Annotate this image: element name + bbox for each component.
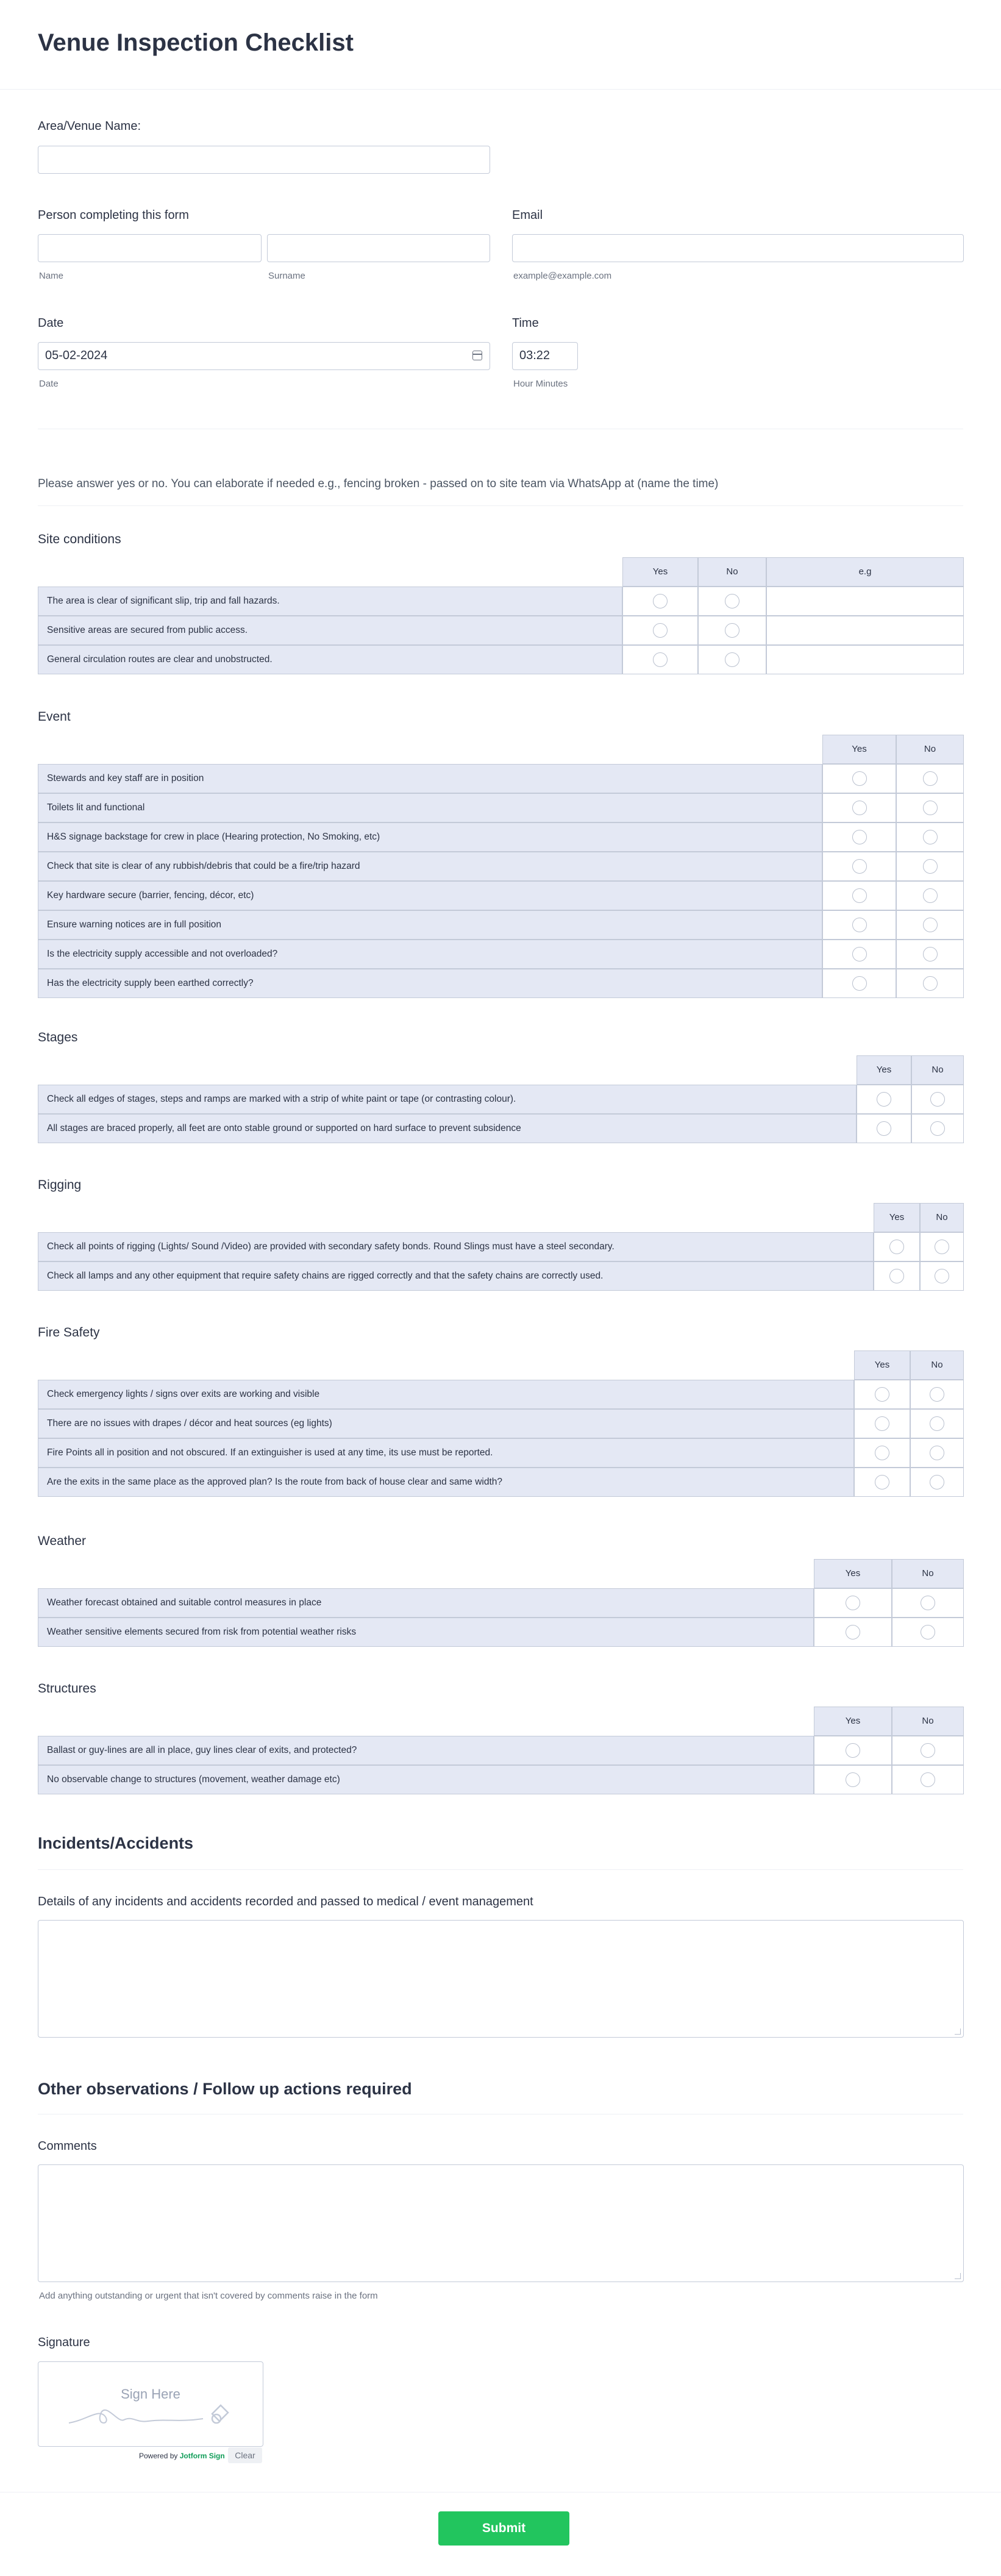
date-sublabel: Date xyxy=(39,379,59,389)
answer-cell xyxy=(910,1409,964,1438)
event-section-title: Event xyxy=(38,710,71,724)
answer-cell xyxy=(874,1261,920,1291)
answer-cell xyxy=(822,793,896,822)
time-value: 03:22 xyxy=(519,349,550,362)
no-radio[interactable] xyxy=(923,859,938,874)
answer-cell xyxy=(814,1736,892,1765)
incidents-textarea[interactable] xyxy=(38,1920,964,2038)
row-label: Is the electricity supply accessible and not overloaded? xyxy=(38,940,822,969)
stages-section-title: Stages xyxy=(38,1030,78,1044)
no-radio[interactable] xyxy=(923,888,938,903)
yes-radio[interactable] xyxy=(852,801,867,815)
answer-cell xyxy=(622,616,698,645)
yes-radio[interactable] xyxy=(852,976,867,991)
area-input[interactable] xyxy=(38,146,490,174)
yes-radio[interactable] xyxy=(846,1743,860,1758)
row-label: Fire Points all in position and not obscured. If an extinguisher is used at any time, its use must be reported. xyxy=(38,1438,854,1468)
answer-cell xyxy=(822,764,896,793)
answer-cell xyxy=(698,616,766,645)
answer-cell xyxy=(920,1261,964,1291)
column-header: Yes xyxy=(854,1350,910,1380)
answer-cell xyxy=(892,1736,964,1765)
observations-heading: Other observations / Follow up actions required xyxy=(38,2080,412,2098)
incidents-details-label: Details of any incidents and accidents recorded and passed to medical / event management xyxy=(38,1895,533,1908)
divider xyxy=(0,89,1001,90)
column-header: No xyxy=(920,1203,964,1232)
time-input[interactable] xyxy=(512,342,578,370)
answer-cell xyxy=(814,1618,892,1647)
answer-cell xyxy=(910,1468,964,1497)
answer-cell xyxy=(896,969,964,998)
answer-cell xyxy=(920,1232,964,1261)
no-radio[interactable] xyxy=(935,1269,949,1283)
yes-radio[interactable] xyxy=(875,1475,889,1490)
yes-radio[interactable] xyxy=(877,1121,891,1136)
answer-cell xyxy=(874,1232,920,1261)
column-header: No xyxy=(911,1055,964,1085)
no-radio[interactable] xyxy=(923,918,938,932)
answer-cell xyxy=(814,1765,892,1794)
no-radio[interactable] xyxy=(930,1092,945,1107)
answer-cell xyxy=(854,1438,910,1468)
no-radio[interactable] xyxy=(930,1475,944,1490)
yes-radio[interactable] xyxy=(852,771,867,786)
instructions-text: Please answer yes or no. You can elaborate if needed e.g., fencing broken - passed on to site team via WhatsApp at (name the time) xyxy=(38,477,719,490)
example-text-cell[interactable] xyxy=(766,616,964,645)
comments-label: Comments xyxy=(38,2139,97,2153)
answer-cell xyxy=(896,764,964,793)
no-radio[interactable] xyxy=(923,976,938,991)
answer-cell xyxy=(854,1380,910,1409)
divider xyxy=(38,505,963,506)
weather-section-title: Weather xyxy=(38,1534,86,1548)
answer-cell xyxy=(910,1438,964,1468)
time-sublabel: Hour Minutes xyxy=(513,379,568,389)
row-label: Weather forecast obtained and suitable control measures in place xyxy=(38,1588,814,1618)
incidents-heading: Incidents/Accidents xyxy=(38,1834,194,1852)
column-header: Yes xyxy=(814,1559,892,1588)
powered-by-text: Powered by Jotform Sign xyxy=(139,2452,225,2460)
answer-cell xyxy=(892,1765,964,1794)
area-label: Area/Venue Name: xyxy=(38,120,141,133)
yes-radio[interactable] xyxy=(877,1092,891,1107)
answer-cell xyxy=(822,969,896,998)
row-label: Stewards and key staff are in position xyxy=(38,764,822,793)
row-label: Check that site is clear of any rubbish/debris that could be a fire/trip hazard xyxy=(38,852,822,881)
email-label: Email xyxy=(512,209,543,222)
date-input[interactable] xyxy=(38,342,490,370)
last-name-input[interactable] xyxy=(267,234,490,262)
row-label: No observable change to structures (movement, weather damage etc) xyxy=(38,1765,814,1794)
answer-cell xyxy=(854,1409,910,1438)
first-name-sublabel: Name xyxy=(39,271,64,281)
column-header: No xyxy=(896,735,964,764)
answer-cell xyxy=(857,1114,911,1143)
event-matrix xyxy=(38,735,964,998)
answer-cell xyxy=(822,940,896,969)
column-header: No xyxy=(892,1559,964,1588)
answer-cell xyxy=(857,1085,911,1114)
no-radio[interactable] xyxy=(923,771,938,786)
no-radio[interactable] xyxy=(921,1596,935,1610)
answer-cell xyxy=(822,822,896,852)
column-header: No xyxy=(698,557,766,587)
structures-section-title: Structures xyxy=(38,1682,96,1696)
answer-cell xyxy=(698,645,766,674)
signature-pad[interactable] xyxy=(38,2361,263,2447)
row-label: General circulation routes are clear and unobstructed. xyxy=(38,645,622,674)
answer-cell xyxy=(896,793,964,822)
no-radio[interactable] xyxy=(725,623,739,638)
yes-radio[interactable] xyxy=(852,947,867,962)
row-label: Key hardware secure (barrier, fencing, décor, etc) xyxy=(38,881,822,910)
divider xyxy=(38,1869,963,1870)
no-radio[interactable] xyxy=(923,830,938,844)
no-radio[interactable] xyxy=(921,1625,935,1639)
row-label: Ensure warning notices are in full position xyxy=(38,910,822,940)
row-label: Check all lamps and any other equipment that require safety chains are rigged correctly and that the safety chains are correctly used. xyxy=(38,1261,874,1291)
row-label: Check emergency lights / signs over exits are working and visible xyxy=(38,1380,854,1409)
answer-cell xyxy=(822,881,896,910)
column-header: No xyxy=(910,1350,964,1380)
row-label: All stages are braced properly, all feet are onto stable ground or supported on hard surface to prevent subsidence xyxy=(38,1114,857,1143)
example-text-cell[interactable] xyxy=(766,645,964,674)
last-name-sublabel: Surname xyxy=(268,271,305,281)
answer-cell xyxy=(892,1618,964,1647)
answer-cell xyxy=(896,940,964,969)
no-radio[interactable] xyxy=(930,1387,944,1402)
answer-cell xyxy=(896,910,964,940)
yes-radio[interactable] xyxy=(653,652,668,667)
column-header: Yes xyxy=(814,1707,892,1736)
column-header: Yes xyxy=(857,1055,911,1085)
yes-radio[interactable] xyxy=(875,1416,889,1431)
answer-cell xyxy=(822,852,896,881)
no-radio[interactable] xyxy=(930,1416,944,1431)
example-text-cell[interactable] xyxy=(766,587,964,616)
yes-radio[interactable] xyxy=(852,830,867,844)
column-header: Yes xyxy=(874,1203,920,1232)
answer-cell xyxy=(911,1114,964,1143)
answer-cell xyxy=(854,1468,910,1497)
answer-cell xyxy=(622,587,698,616)
answer-cell xyxy=(892,1588,964,1618)
resize-grip-icon[interactable] xyxy=(955,2273,961,2279)
comments-textarea[interactable] xyxy=(38,2164,964,2282)
answer-cell xyxy=(896,881,964,910)
email-sublabel: example@example.com xyxy=(513,271,612,281)
form-title: Venue Inspection Checklist xyxy=(38,29,354,56)
time-label: Time xyxy=(512,316,539,330)
no-radio[interactable] xyxy=(930,1446,944,1460)
site-matrix xyxy=(38,557,964,674)
answer-cell xyxy=(698,587,766,616)
row-label: Are the exits in the same place as the approved plan? Is the route from back of house clear and same width? xyxy=(38,1468,854,1497)
person-label: Person completing this form xyxy=(38,209,189,222)
no-radio[interactable] xyxy=(921,1772,935,1787)
row-label: Check all points of rigging (Lights/ Sound /Video) are provided with secondary safety bonds. Round Slings must have a steel secondary. xyxy=(38,1232,874,1261)
yes-radio[interactable] xyxy=(889,1240,904,1254)
yes-radio[interactable] xyxy=(875,1446,889,1460)
row-label: H&S signage backstage for crew in place (Hearing protection, No Smoking, etc) xyxy=(38,822,822,852)
site-section-title: Site conditions xyxy=(38,532,121,546)
yes-radio[interactable] xyxy=(852,859,867,874)
no-radio[interactable] xyxy=(923,801,938,815)
submit-button[interactable]: Submit xyxy=(438,2511,569,2546)
column-header: Yes xyxy=(822,735,896,764)
clear-signature-button[interactable]: Clear xyxy=(228,2447,262,2463)
answer-cell xyxy=(911,1085,964,1114)
email-input[interactable] xyxy=(512,234,964,262)
weather-matrix xyxy=(38,1559,964,1647)
no-radio[interactable] xyxy=(725,652,739,667)
yes-radio[interactable] xyxy=(889,1269,904,1283)
no-radio[interactable] xyxy=(930,1121,945,1136)
signature-placeholder: Sign Here xyxy=(121,2386,180,2402)
yes-radio[interactable] xyxy=(653,594,668,608)
calendar-icon[interactable] xyxy=(472,351,482,360)
answer-cell xyxy=(814,1588,892,1618)
no-radio[interactable] xyxy=(923,947,938,962)
column-header: e.g xyxy=(766,557,964,587)
row-label: Sensitive areas are secured from public access. xyxy=(38,616,622,645)
structures-matrix xyxy=(38,1707,964,1794)
jotform-sign-link[interactable]: Jotform Sign xyxy=(179,2452,225,2460)
column-header: No xyxy=(892,1707,964,1736)
no-radio[interactable] xyxy=(725,594,739,608)
rigging-matrix xyxy=(38,1203,964,1291)
yes-radio[interactable] xyxy=(846,1596,860,1610)
signature-scribble-icon xyxy=(63,2396,246,2432)
yes-radio[interactable] xyxy=(846,1772,860,1787)
answer-cell xyxy=(896,822,964,852)
fire-matrix xyxy=(38,1350,964,1497)
no-radio[interactable] xyxy=(935,1240,949,1254)
no-radio[interactable] xyxy=(921,1743,935,1758)
date-label: Date xyxy=(38,316,64,330)
row-label: Toilets lit and functional xyxy=(38,793,822,822)
answer-cell xyxy=(910,1380,964,1409)
row-label: Check all edges of stages, steps and ramps are marked with a strip of white paint or tape (or contrasting colour). xyxy=(38,1085,857,1114)
row-label: There are no issues with drapes / décor and heat sources (eg lights) xyxy=(38,1409,854,1438)
fire-section-title: Fire Safety xyxy=(38,1325,100,1340)
first-name-input[interactable] xyxy=(38,234,262,262)
answer-cell xyxy=(822,910,896,940)
answer-cell xyxy=(622,645,698,674)
row-label: Ballast or guy-lines are all in place, guy lines clear of exits, and protected? xyxy=(38,1736,814,1765)
comments-sublabel: Add anything outstanding or urgent that isn't covered by comments raise in the form xyxy=(39,2291,378,2301)
yes-radio[interactable] xyxy=(875,1387,889,1402)
stages-matrix xyxy=(38,1055,964,1143)
yes-radio[interactable] xyxy=(653,623,668,638)
rigging-section-title: Rigging xyxy=(38,1178,82,1192)
column-header: Yes xyxy=(622,557,698,587)
yes-radio[interactable] xyxy=(852,888,867,903)
yes-radio[interactable] xyxy=(846,1625,860,1639)
answer-cell xyxy=(896,852,964,881)
yes-radio[interactable] xyxy=(852,918,867,932)
resize-grip-icon[interactable] xyxy=(955,2028,961,2035)
row-label: The area is clear of significant slip, trip and fall hazards. xyxy=(38,587,622,616)
row-label: Weather sensitive elements secured from risk from potential weather risks xyxy=(38,1618,814,1647)
date-value: 05-02-2024 xyxy=(45,349,108,362)
signature-label: Signature xyxy=(38,2336,90,2349)
row-label: Has the electricity supply been earthed correctly? xyxy=(38,969,822,998)
